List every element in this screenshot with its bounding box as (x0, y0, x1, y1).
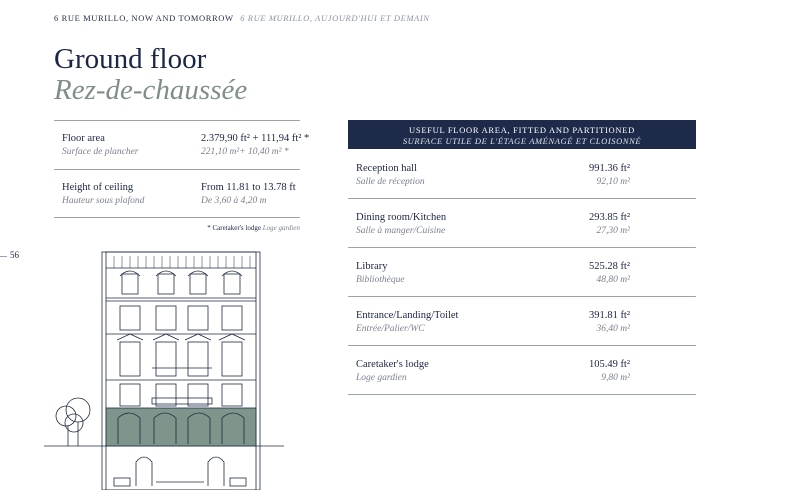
room-name-fr: Salle de réception (356, 177, 425, 187)
footnote-en: * Caretaker's lodge (207, 224, 261, 232)
header-title-en: 6 RUE MURILLO, NOW AND TOMORROW (54, 13, 234, 23)
room-name: Reception hall (356, 163, 417, 174)
spec-ceiling-value-fr: De 3,60 à 4,20 m (201, 196, 267, 206)
floor-area-table-title-fr: SURFACE UTILE DE L'ÉTAGE AMÉNAGÉ ET CLOISONNÉ (402, 136, 642, 146)
table-row (348, 296, 696, 346)
ground-floor-highlight (106, 408, 256, 446)
room-name-fr: Loge gardien (356, 373, 407, 383)
spec-ceiling-label: Height of ceiling (62, 182, 134, 193)
room-area-m: 9,80 m² (601, 373, 630, 383)
tree-illustration (56, 398, 90, 446)
spec-ceiling-label-fr: Hauteur sous plafond (62, 196, 145, 206)
page-number-tick (0, 256, 7, 257)
room-area-ft: 391.81 ft² (588, 310, 630, 321)
room-area-ft: 991.36 ft² (588, 163, 630, 174)
room-area-m: 27,30 m² (596, 226, 630, 236)
room-name: Library (356, 261, 388, 272)
room-area-m: 48,80 m² (596, 275, 630, 285)
spec-ceiling-value: From 11.81 to 13.78 ft (201, 182, 296, 193)
header-title-fr: 6 RUE MURILLO, AUJOURD'HUI ET DEMAIN (240, 13, 430, 23)
footnote (207, 224, 300, 232)
room-name-fr: Salle à manger/Cuisine (356, 226, 446, 236)
spec-floor-area-label-fr: Surface de plancher (62, 147, 139, 157)
room-area-m: 92,10 m² (596, 177, 630, 187)
room-area-ft: 105.49 ft² (588, 359, 630, 370)
building-facade-illustration (44, 246, 294, 490)
spec-floor-area-label: Floor area (62, 133, 105, 144)
room-name: Dining room/Kitchen (356, 212, 447, 223)
page-number: 56 (10, 250, 19, 260)
table-row (348, 198, 696, 248)
spec-divider-bottom (54, 217, 300, 218)
room-name-fr: Entrée/Palier/WC (356, 324, 425, 334)
page-title-en: Ground floor (54, 43, 207, 75)
floor-area-table-title-en: USEFUL FLOOR AREA, FITTED AND PARTITIONED (409, 125, 635, 135)
room-area-ft: 525.28 ft² (588, 261, 630, 272)
table-row (348, 149, 696, 199)
spec-floor-area-value: 2.379,90 ft² + 111,94 ft² * (201, 133, 310, 144)
floor-area-table-header (348, 120, 696, 149)
spec-floor-area-value-fr: 221,10 m²+ 10,40 m² * (201, 147, 289, 157)
page-title-fr: Rez-de-chaussée (54, 74, 248, 106)
table-row (348, 247, 696, 297)
room-area-m: 36,40 m² (596, 324, 630, 334)
room-area-ft: 293.85 ft² (588, 212, 630, 223)
spec-divider-middle (54, 169, 300, 170)
room-name: Caretaker's lodge (356, 359, 429, 370)
room-name-fr: Bibliothèque (356, 275, 405, 285)
room-name: Entrance/Landing/Toilet (356, 310, 459, 321)
running-header (54, 13, 430, 23)
footnote-fr: Loge gardien (262, 224, 300, 232)
table-row (348, 345, 696, 395)
spec-divider-top (54, 120, 300, 121)
